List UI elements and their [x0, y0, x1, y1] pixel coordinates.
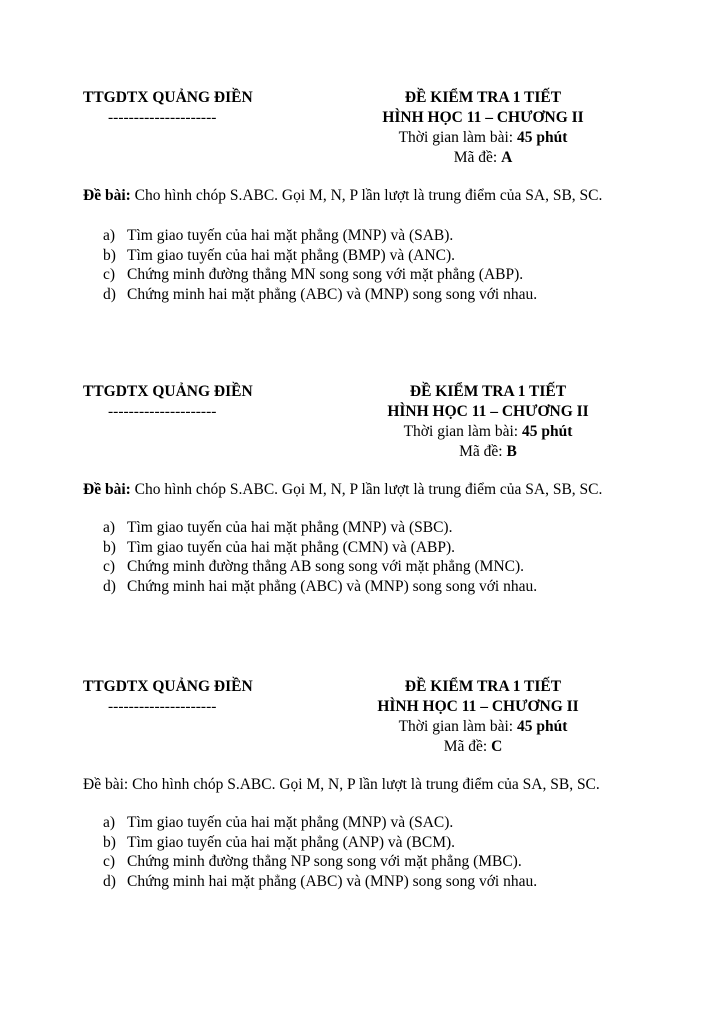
- code-value: B: [506, 443, 517, 460]
- problem-statement: [83, 480, 631, 500]
- dash-separator: ---------------------: [108, 109, 217, 126]
- question-label: c): [103, 558, 116, 576]
- question-item: [103, 285, 537, 305]
- question-text: Tìm giao tuyến của hai mặt phẳng (MNP) và (SBC).: [127, 519, 453, 536]
- problem-text: Cho hình chóp S.ABC. Gọi M, N, P lần lượt là trung điểm của SA, SB, SC.: [130, 187, 603, 204]
- code-label: Mã đề:: [459, 443, 507, 460]
- question-label: d): [103, 286, 116, 304]
- question-text: Tìm giao tuyến của hai mặt phẳng (MNP) và (SAB).: [127, 227, 454, 244]
- school-name: TTGDTX QUẢNG ĐIỀN: [83, 89, 253, 106]
- code-value: C: [491, 738, 503, 755]
- problem-text: Cho hình chóp S.ABC. Gọi M, N, P lần lượt là trung điểm của SA, SB, SC.: [128, 776, 600, 793]
- question-label: b): [103, 833, 116, 851]
- question-item: [103, 226, 537, 246]
- question-text: Tìm giao tuyến của hai mặt phẳng (BMP) và (ANC).: [127, 246, 456, 264]
- question-item: [103, 265, 537, 285]
- code-line: [363, 442, 613, 462]
- exam-title: ĐỀ KIỂM TRA 1 TIẾT: [409, 383, 567, 400]
- question-text: Chứng minh đường thẳng MN song song với mặt phẳng (ABP).: [127, 266, 524, 284]
- school-name: TTGDTX QUẢNG ĐIỀN: [83, 678, 253, 695]
- question-item: [103, 538, 537, 558]
- question-label: d): [103, 873, 116, 891]
- question-item: [103, 577, 537, 597]
- question-text: Chứng minh hai mặt phẳng (ABC) và (MNP) song song với nhau.: [127, 873, 538, 891]
- question-item: [103, 557, 537, 577]
- time-line: [363, 422, 613, 442]
- question-text: Tìm giao tuyến của hai mặt phẳng (CMN) và (ABP).: [127, 538, 456, 556]
- time-line: [358, 717, 608, 737]
- subject-heading: HÌNH HỌC 11 – CHƯƠNG II: [387, 403, 589, 420]
- question-list: [103, 518, 537, 597]
- exam-title: ĐỀ KIỂM TRA 1 TIẾT: [404, 678, 562, 695]
- question-list: [103, 813, 537, 892]
- question-label: d): [103, 578, 116, 596]
- question-list: [103, 226, 537, 305]
- question-label: b): [103, 246, 116, 264]
- question-item: [103, 246, 537, 266]
- question-item: [103, 833, 537, 853]
- subject-heading: HÌNH HỌC 11 – CHƯƠNG II: [382, 109, 584, 126]
- question-text: Chứng minh đường thẳng NP song song với mặt phẳng (MBC).: [127, 853, 522, 871]
- question-label: c): [103, 266, 116, 284]
- code-label: Mã đề:: [443, 738, 492, 755]
- problem-label: Đề bài:: [83, 187, 131, 204]
- code-value: A: [501, 149, 513, 166]
- time-value: 45 phút: [517, 718, 568, 735]
- time-value: 45 phút: [517, 129, 568, 146]
- time-value: 45 phút: [522, 423, 573, 440]
- school-name: TTGDTX QUẢNG ĐIỀN: [83, 383, 253, 400]
- dash-separator: ---------------------: [108, 403, 217, 420]
- problem-statement: [83, 186, 631, 206]
- question-item: [103, 518, 537, 538]
- problem-label: Đề bài:: [83, 776, 129, 793]
- code-label: Mã đề:: [453, 149, 502, 166]
- problem-label: Đề bài:: [83, 481, 131, 498]
- question-item: [103, 813, 537, 833]
- question-item: [103, 872, 537, 892]
- time-label: Thời gian làm bài:: [403, 423, 522, 440]
- code-line: [348, 737, 598, 757]
- question-label: c): [103, 853, 116, 871]
- question-text: Chứng minh hai mặt phẳng (ABC) và (MNP) song song với nhau.: [127, 578, 538, 596]
- question-label: a): [103, 227, 116, 244]
- subject-heading: HÌNH HỌC 11 – CHƯƠNG II: [377, 698, 579, 715]
- exam-title: ĐỀ KIỂM TRA 1 TIẾT: [404, 89, 562, 106]
- question-text: Tìm giao tuyến của hai mặt phẳng (ANP) và (BCM).: [127, 833, 456, 851]
- question-label: a): [103, 814, 116, 831]
- problem-text: Cho hình chóp S.ABC. Gọi M, N, P lần lượt là trung điểm của SA, SB, SC.: [130, 481, 603, 498]
- question-label: a): [103, 519, 116, 536]
- question-text: Chứng minh đường thẳng AB song song với mặt phẳng (MNC).: [127, 558, 525, 576]
- question-text: Chứng minh hai mặt phẳng (ABC) và (MNP) song song với nhau.: [127, 286, 538, 304]
- question-text: Tìm giao tuyến của hai mặt phẳng (MNP) và (SAC).: [127, 814, 454, 831]
- problem-statement: [83, 775, 631, 795]
- question-item: [103, 852, 537, 872]
- time-label: Thời gian làm bài:: [398, 718, 517, 735]
- time-line: [358, 128, 608, 148]
- time-label: Thời gian làm bài:: [398, 129, 517, 146]
- question-label: b): [103, 538, 116, 556]
- dash-separator: ---------------------: [108, 698, 217, 715]
- code-line: [358, 148, 608, 168]
